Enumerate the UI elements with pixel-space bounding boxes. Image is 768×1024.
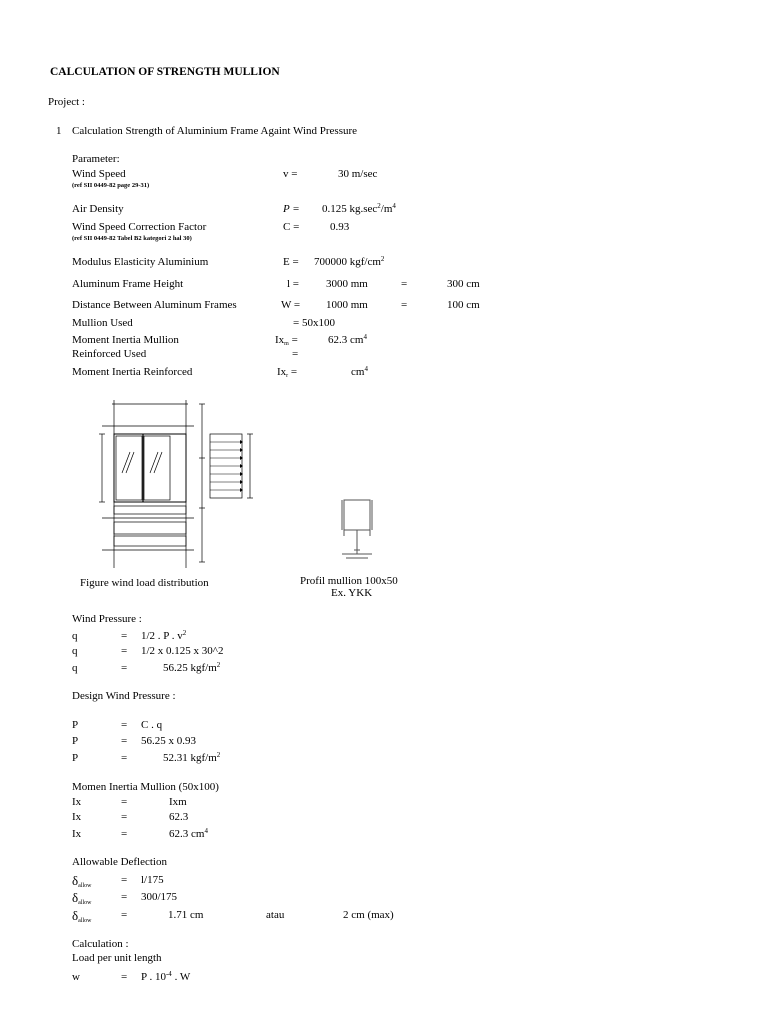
profile-caption: Profil mullion 100x50 [300,575,398,587]
deflection-max: 2 cm (max) [343,909,394,921]
deflection-symbol: $\delta_{allow}$ [72,890,92,906]
load-expr: P . $10^{-4}$ . W [141,970,191,983]
modulus-label: Modulus Elasticity Aluminium [72,256,209,268]
deflection-expr: 300/175 [141,891,178,903]
air-density-value: 0.125 $kg.\sec^2/m^4$ [322,202,396,215]
frame-height-value-cm: 300 cm [447,278,480,290]
wind-pressure-eq: = [121,630,128,642]
inertia-eq: = [121,828,128,840]
frame-height-label: Aluminum Frame Height [72,278,184,290]
correction-factor-ref: (ref SII 0449-82 Tabel B2 kategori 2 hal 30) [72,235,192,242]
moment-inertia-mullion-label: Moment Inertia Mullion [72,334,179,346]
section-number: 1 [56,125,62,137]
wind-pressure-symbol: q [72,662,78,674]
moment-inertia-reinforced-symbol: $Ix_r$ = [277,366,298,379]
deflection-atau: atau [266,909,285,921]
frame-distance-label: Distance Between Aluminum Frames [72,299,237,311]
inertia-expr: Ixm [169,796,187,808]
design-pressure-expr: C . q [141,719,163,731]
frame-height-symbol: l = [287,278,300,290]
wind-pressure-eq: = [121,662,128,674]
mullion-used-value: = 50x100 [293,317,335,329]
moment-inertia-mullion-symbol: $Ix_m$ = [275,334,298,347]
design-wind-pressure-heading: Design Wind Pressure : [72,690,176,702]
design-pressure-result: 52.31 kgf/$m^2$ [163,751,221,764]
mullion-profile-figure [336,496,380,562]
frame-distance-eq: = [401,299,408,311]
mullion-used-label: Mullion Used [72,317,133,329]
wind-pressure-heading: Wind Pressure : [72,613,142,625]
air-density-label: Air Density [72,203,124,215]
momen-inertia-heading: Momen Inertia Mullion (50x100) [72,781,219,793]
wind-speed-label: Wind Speed [72,168,126,180]
frame-distance-symbol: W = [281,299,301,311]
deflection-eq: = [121,874,128,886]
wind-pressure-eq: = [121,645,128,657]
inertia-symbol: Ix [72,796,82,808]
wind-load-distribution-figure [90,398,270,570]
modulus-symbol: E = [283,256,299,268]
wind-pressure-result: 56.25 kgf/$m^2$ [163,661,221,674]
wind-load-figure-caption: Figure wind load distribution [80,577,209,589]
allowable-deflection-heading: Allowable Deflection [72,856,167,868]
design-pressure-eq: = [121,752,128,764]
inertia-symbol: Ix [72,828,82,840]
reinforced-used-value: = [292,348,299,360]
wind-pressure-expr: 1/2 . P . $v^2$ [141,629,187,642]
wind-pressure-symbol: q [72,630,78,642]
deflection-eq: = [121,909,128,921]
modulus-value: 700000 kgf/$cm^2$ [314,255,385,268]
correction-factor-symbol: C = [283,221,300,233]
inertia-expr: 62.3 [169,811,189,823]
reinforced-used-label: Reinforced Used [72,348,147,360]
load-symbol: w [72,971,80,983]
load-per-unit-length-label: Load per unit length [72,952,162,964]
profile-caption-source: Ex. YKK [331,587,373,599]
deflection-eq: = [121,891,128,903]
deflection-symbol: $\delta_{allow}$ [72,908,92,924]
correction-factor-label: Wind Speed Correction Factor [72,221,207,233]
design-pressure-symbol: P [72,752,79,764]
wind-pressure-expr: 1/2 x 0.125 x 30^2 [141,645,224,657]
wind-speed-symbol: v = [283,168,298,180]
inertia-eq: = [121,796,128,808]
wind-speed-ref: (ref SII 0449-82 page 29-31) [72,182,150,189]
design-pressure-symbol: P [72,719,79,731]
page-title: CALCULATION OF STRENGTH MULLION [50,66,280,78]
frame-height-eq: = [401,278,408,290]
wind-speed-value: 30 m/sec [338,168,378,180]
project-label: Project : [48,96,85,108]
parameter-heading: Parameter: [72,153,120,165]
wind-pressure-symbol: q [72,645,78,657]
inertia-result: 62.3 $cm^4$ [169,827,208,840]
deflection-symbol: $\delta_{allow}$ [72,873,92,889]
moment-inertia-reinforced-value: $cm^4$ [351,365,368,378]
load-eq: = [121,971,128,983]
section-title: Calculation Strength of Aluminium Frame Againt Wind Pressure [72,125,358,137]
inertia-symbol: Ix [72,811,82,823]
design-pressure-eq: = [121,719,128,731]
design-pressure-eq: = [121,735,128,747]
correction-factor-value: 0.93 [330,221,350,233]
design-pressure-symbol: P [72,735,79,747]
calculation-heading: Calculation : [72,938,129,950]
frame-distance-value-cm: 100 cm [447,299,480,311]
deflection-expr: l/175 [141,874,164,886]
frame-distance-value: 1000 mm [326,299,368,311]
moment-inertia-reinforced-label: Moment Inertia Reinforced [72,366,193,378]
design-pressure-expr: 56.25 x 0.93 [141,735,196,747]
moment-inertia-mullion-value: 62.3 $cm^4$ [328,333,367,346]
inertia-eq: = [121,811,128,823]
deflection-result: 1.71 cm [168,909,204,921]
frame-height-value: 3000 mm [326,278,368,290]
air-density-symbol: P = [283,203,300,215]
